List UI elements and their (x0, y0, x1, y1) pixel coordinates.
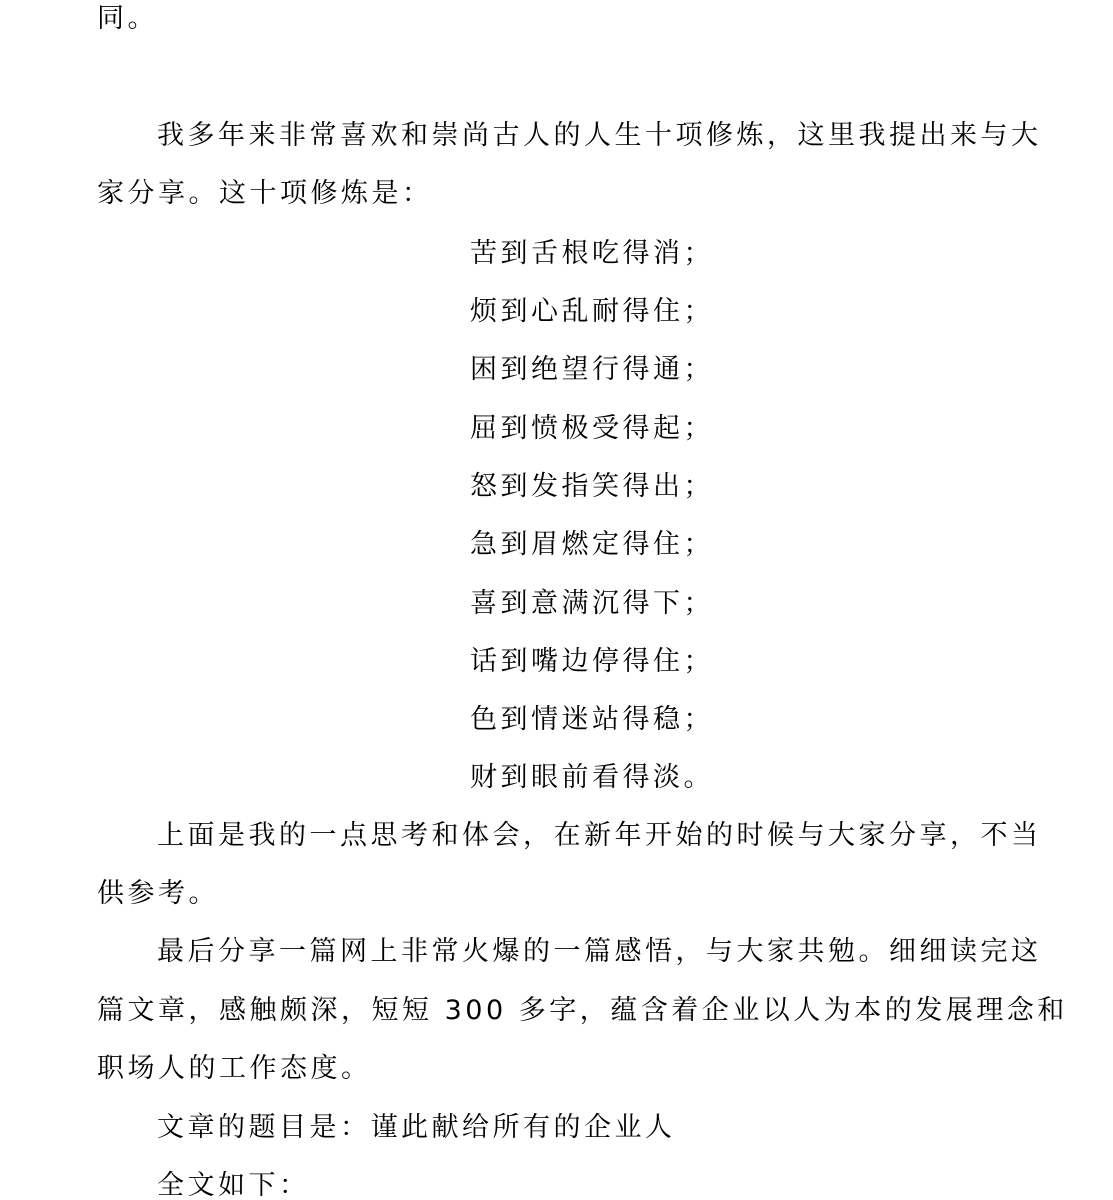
paragraph2-line2: 供参考。 (97, 878, 219, 909)
verse-line-5: 怒到发指笑得出； (470, 471, 714, 502)
paragraph4-line1: 文章的题目是：谨此献给所有的企业人 (157, 1112, 676, 1143)
paragraph1-line2: 家分享。这十项修炼是： (97, 178, 433, 209)
verse-line-1: 苦到舌根吃得消； (470, 238, 714, 269)
paragraph3-line2: 篇文章，感触颇深，短短 300 多字，蕴含着企业以人为本的发展理念和 (97, 995, 1068, 1026)
verse-line-7: 喜到意满沉得下； (470, 588, 714, 619)
verse-line-4: 屈到愤极受得起； (470, 413, 714, 444)
paragraph3-line3: 职场人的工作态度。 (97, 1053, 372, 1084)
paragraph-fragment-line: 同。 (97, 3, 158, 34)
verse-line-6: 急到眉燃定得住； (470, 529, 714, 560)
paragraph5-line1: 全文如下： (157, 1170, 310, 1200)
verse-line-2: 烦到心乱耐得住； (470, 296, 714, 327)
verse-line-9: 色到情迷站得稳； (470, 704, 714, 735)
paragraph3-line1: 最后分享一篇网上非常火爆的一篇感悟，与大家共勉。细细读完这 (157, 936, 1042, 967)
verse-line-3: 困到绝望行得通； (470, 354, 714, 385)
verse-line-10: 财到眼前看得淡。 (470, 762, 714, 793)
paragraph1-line1: 我多年来非常喜欢和崇尚古人的人生十项修炼，这里我提出来与大 (157, 120, 1042, 151)
paragraph2-line1: 上面是我的一点思考和体会，在新年开始的时候与大家分享，不当 (157, 820, 1042, 851)
verse-line-8: 话到嘴边停得住； (470, 646, 714, 677)
